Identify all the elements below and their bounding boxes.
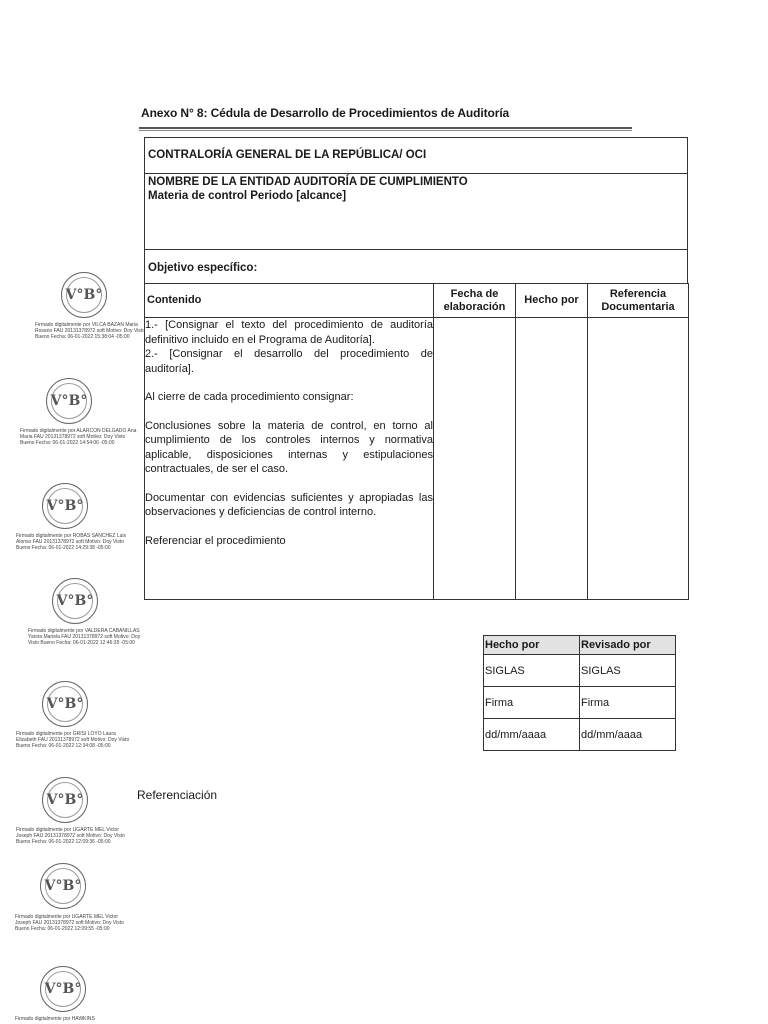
contraloria-header	[144, 137, 688, 174]
col-contenido: Contenido	[145, 284, 434, 318]
review-cell: SIGLAS	[580, 655, 676, 687]
entity-header	[144, 173, 688, 250]
signature-caption: Firmado digitalmente por VILCA BAZAN Maria Rosario FAU 20131378972 soft Motivo: Doy Visto Bueno Fecha: 06-01-2022 15:38:04 -05:00	[35, 322, 145, 340]
review-header-row	[484, 636, 676, 655]
stamp-text: V°B°	[44, 981, 82, 997]
signature-caption: Firmado digitalmente por VALDERA CABANILLAS Yanira Mariela FAU 20131378972 soft Motivo: Doy Visto Bueno Fecha: 06-01-2022 12:46:35 -05:00	[28, 628, 141, 646]
review-cell: dd/mm/aaaa	[484, 719, 580, 751]
review-row	[484, 655, 676, 687]
entity-name: NOMBRE DE LA ENTIDAD AUDITORÍA DE CUMPLIMIENTO	[148, 176, 468, 188]
review-revisado-header: Revisado por	[580, 636, 676, 655]
procedure-table-header-row	[145, 284, 689, 318]
stamp-text: V°B°	[56, 593, 94, 609]
signature-caption: Firmado digitalmente por UGARTE MEL Victor Joseph FAU 20131378972 soft Motivo: Doy Visto Bueno Fecha: 06-01-2022 12:09:36 -05:00	[16, 827, 125, 845]
content-paragraph-3: Al cierre de cada procedimiento consignar:	[145, 391, 354, 403]
vobo-stamp-icon	[42, 483, 88, 529]
vobo-stamp-icon	[40, 863, 86, 909]
vobo-stamp-icon	[42, 777, 88, 823]
vobo-stamp-icon	[52, 578, 98, 624]
review-row	[484, 687, 676, 719]
vobo-stamp-icon	[46, 378, 92, 424]
col-fecha: Fecha de elaboración	[434, 284, 516, 318]
content-paragraph-1: 1.- [Consignar el texto del procedimiento de auditoría definitivo incluido en el Programa de Auditoría].	[145, 319, 433, 346]
procedure-table-body-row	[145, 318, 689, 600]
content-paragraph-4: Conclusiones sobre la materia de control, en torno al cumplimiento de los controles internos y normativa aplicable, disposiciones internas y estipulaciones contractuales, de ser el caso.	[145, 419, 433, 475]
content-paragraph-2: 2.- [Consignar el desarrollo del procedimiento de auditoría].	[145, 348, 433, 375]
referenciacion-label: Referenciación	[137, 788, 218, 802]
signature-caption: Firmado digitalmente por GRISI LOYO Laura Elizabeth FAU 20131378972 soft Motivo: Doy Visto Bueno Fecha: 06-01-2022 12:34:08 -05:00	[16, 731, 130, 749]
procedure-table	[144, 283, 689, 600]
stamp-text: V°B°	[50, 393, 88, 409]
stamp-text: V°B°	[46, 498, 84, 514]
review-cell: SIGLAS	[484, 655, 580, 687]
referencia-cell	[588, 318, 689, 600]
contraloria-label: CONTRALORÍA GENERAL DE LA REPÚBLICA/ OCI	[148, 149, 427, 161]
hecho-cell	[516, 318, 588, 600]
signature-caption: Firmado digitalmente por UGARTE MEL Victor Joseph FAU 20131378972 soft Motivo: Doy Visto Bueno Fecha: 06-01-2022 12:09:55 -05:00	[15, 914, 124, 932]
vobo-stamp-icon	[40, 966, 86, 1012]
signature-caption: Firmado digitalmente por HAWKINS	[15, 1016, 95, 1022]
review-row	[484, 719, 676, 751]
stamp-text: V°B°	[44, 878, 82, 894]
stamp-text: V°B°	[46, 792, 84, 808]
vobo-stamp-icon	[42, 681, 88, 727]
review-cell: Firma	[484, 687, 580, 719]
stamp-text: V°B°	[65, 287, 103, 303]
signature-caption: Firmado digitalmente por ALARCON DELGADO Ana Maria FAU 20131378972 soft Motivo: Doy Visto Bueno Fecha: 06-01-2022 14:54:06 -05:00	[20, 428, 137, 446]
content-paragraph-6: Referenciar el procedimiento	[145, 534, 286, 547]
col-hecho-por: Hecho por	[516, 284, 588, 318]
col-referencia: Referencia Documentaria	[588, 284, 689, 318]
signature-caption: Firmado digitalmente por ROBAS SANCHEZ Luis Alonso FAU 20131378972 soft Motivo: Doy Visto Bueno Fecha: 06-01-2022 14:29:38 -05:00	[16, 533, 127, 551]
review-cell: Firma	[580, 687, 676, 719]
objetivo-label: Objetivo específico:	[148, 262, 258, 274]
fecha-cell	[434, 318, 516, 600]
content-paragraph-5: Documentar con evidencias suficientes y apropiadas las observaciones y deficiencias de control interno.	[145, 491, 433, 518]
review-cell: dd/mm/aaaa	[580, 719, 676, 751]
review-table	[483, 635, 676, 751]
objetivo-header	[144, 249, 688, 284]
review-hecho-header: Hecho por	[484, 636, 580, 655]
stamp-text: V°B°	[46, 696, 84, 712]
title-rule	[139, 127, 632, 131]
vobo-stamp-icon	[61, 272, 107, 318]
document-title: Anexo N° 8: Cédula de Desarrollo de Procedimientos de Auditoría	[141, 106, 510, 120]
content-cell	[145, 318, 434, 600]
subject-period: Materia de control Periodo [alcance]	[148, 190, 347, 202]
